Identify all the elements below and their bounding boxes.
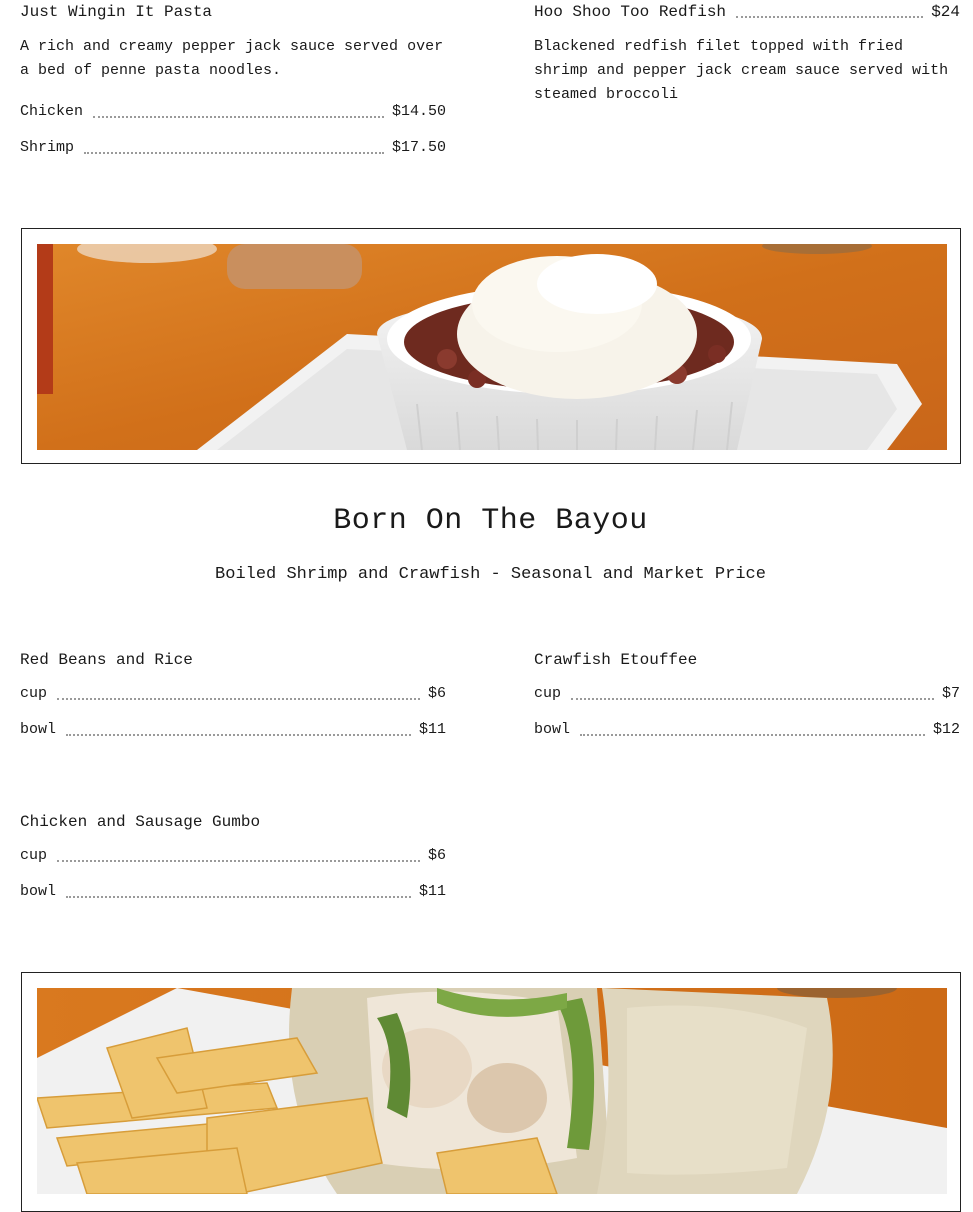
option-price: $17.50 [391,139,446,156]
item-name-pasta: Just Wingin It Pasta [20,3,213,21]
price-row-red-beans-bowl [20,718,446,740]
red-beans-rice-photo-icon [37,244,947,450]
option-label: cup [20,685,48,702]
item-description-redfish: Blackened redfish filet topped with fried shrimp and pepper jack cream sauce served with steamed broccoli [534,38,949,103]
dotted-leader [93,115,384,118]
price-row-etouffee-bowl [534,718,960,740]
option-price: $6 [427,685,446,702]
option-price: $14.50 [391,103,446,120]
image-frame-wrap [21,972,961,1212]
option-price: $12 [932,721,960,738]
option-label: bowl [20,883,57,900]
dotted-leader [57,697,420,700]
section-title: Born On The Bayou [333,504,648,538]
dotted-leader [57,859,420,862]
item-name-etouffee: Crawfish Etouffee [534,651,698,669]
option-label: cup [534,685,562,702]
dotted-leader [84,151,384,154]
option-price: $6 [427,847,446,864]
price-row-red-beans-cup [20,682,446,704]
option-label: bowl [534,721,571,738]
dotted-leader [66,733,411,736]
price-row-gumbo-bowl [20,880,446,902]
dotted-leader [580,733,925,736]
item-name-redfish: Hoo Shoo Too Redfish [534,3,727,21]
dotted-leader [736,15,923,18]
option-label: cup [20,847,48,864]
price-row-pasta-chicken [20,100,446,122]
option-label: Shrimp [20,139,75,156]
option-price: $7 [941,685,960,702]
price-row-redfish [534,0,960,22]
option-price: $11 [418,883,446,900]
option-price: $11 [418,721,446,738]
item-description-pasta: A rich and creamy pepper jack sauce served over a bed of penne pasta noodles. [20,38,444,79]
option-label: Chicken [20,103,84,120]
image-frame-rice [21,228,961,464]
item-price-redfish: $24 [931,3,960,21]
item-name-gumbo: Chicken and Sausage Gumbo [20,813,261,831]
price-row-etouffee-cup [534,682,960,704]
dotted-leader [66,895,411,898]
item-name-red-beans: Red Beans and Rice [20,651,193,669]
chicken-wrap-fries-photo-icon [37,988,947,1194]
price-row-pasta-shrimp [20,136,446,158]
price-row-gumbo-cup [20,844,446,866]
section-subtitle: Boiled Shrimp and Crawfish - Seasonal and Market Price [215,565,766,584]
option-label: bowl [20,721,57,738]
dotted-leader [571,697,934,700]
